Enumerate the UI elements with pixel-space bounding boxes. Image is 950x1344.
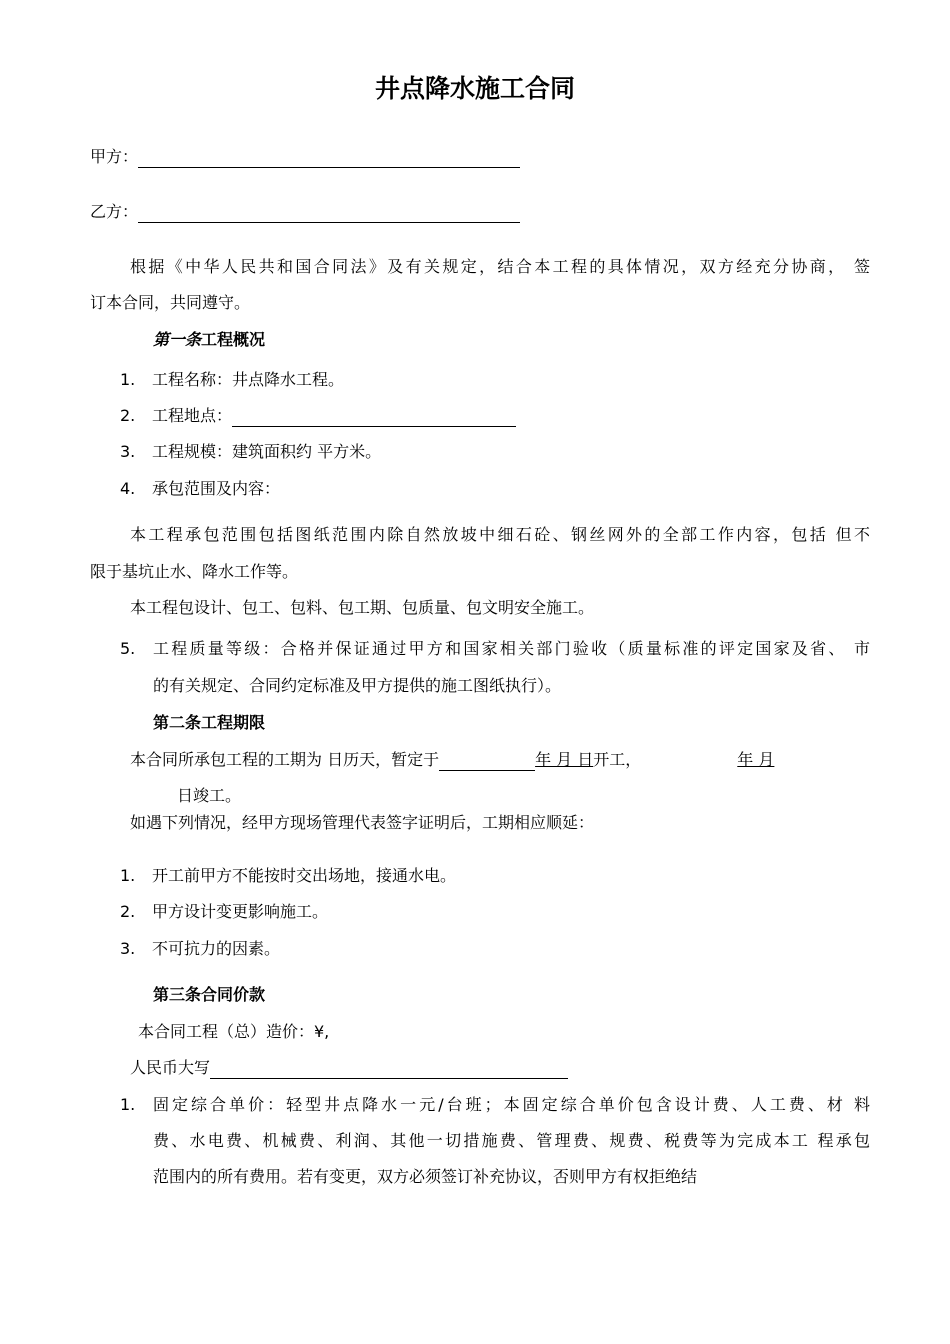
list-text: 甲方设计变更影响施工。	[152, 902, 329, 921]
article-1-item-5	[120, 638, 152, 660]
party-a-label: 甲方：	[90, 147, 139, 166]
list-text: 开工前甲方不能按时交出场地，接通水电。	[152, 866, 457, 885]
list-text: 承包范围及内容：	[152, 479, 281, 498]
list-number: 1.	[120, 1095, 136, 1114]
quality-line-2: 的有关规定、合同约定标准及甲方提供的施工图纸执行）。	[153, 676, 562, 695]
preamble-line-2: 订本合同，共同遵守。	[90, 293, 251, 312]
article-2-item-2	[120, 901, 328, 923]
list-number: 2.	[120, 902, 136, 921]
preamble-line-1: 根据《中华人民共和国合同法》及有关规定，结合本工程的具体情况，双方经充分协商， 签	[130, 257, 870, 276]
article-1-item-3	[120, 441, 381, 463]
article-2-item-3	[120, 938, 280, 960]
party-b-label: 乙方：	[90, 202, 139, 221]
scope-line-2: 限于基坑止水、降水工作等。	[90, 562, 299, 581]
start-year-blank	[439, 752, 535, 771]
rmb-amount-blank	[210, 1060, 568, 1079]
scope-line-1: 本工程承包范围包括图纸范围内除自然放坡中细石砼、钢丝网外的全部工作内容，包括 但不	[130, 525, 870, 544]
list-number: 3.	[120, 939, 136, 958]
article-1-item-1	[120, 369, 344, 391]
unit-price-line-3: 范围内的所有费用。若有变更，双方必须签订补充协议，否则甲方有权拒绝结	[153, 1167, 698, 1186]
total-price-line: 本合同工程（总）造价：¥,	[138, 1022, 330, 1041]
project-location-blank	[232, 408, 516, 427]
list-number: 4.	[120, 479, 136, 498]
quality-line-1: 工程质量等级：合格并保证通过甲方和国家相关部门验收（质量标准的评定国家及省、 市	[153, 639, 870, 658]
list-number: 1.	[120, 866, 136, 885]
list-text: 工程地点：	[152, 406, 233, 425]
article-1-number: 第一条	[153, 330, 202, 349]
article-3-item-1	[120, 1094, 152, 1116]
party-a-blank	[138, 149, 520, 168]
unit-price-line-2: 费、水电费、机械费、利润、其他一切措施费、管理费、规费、税费等为完成本工 程承包	[153, 1131, 870, 1150]
unit-price-line-1: 固定综合单价：轻型井点降水一元/台班；本固定综合单价包含设计费、人工费、材 料	[153, 1095, 870, 1114]
period-prefix: 本合同所承包工程的工期为 日历天，暂定于	[130, 750, 440, 769]
article-1-title: 工程概况	[201, 330, 266, 349]
rmb-label: 人民币大写	[130, 1058, 211, 1077]
contract-mode-line: 本工程包设计、包工、包料、包工期、包质量、包文明安全施工。	[130, 598, 595, 617]
completion-line: 日竣工。	[177, 786, 242, 805]
end-date-fields: 年 月	[737, 750, 775, 769]
article-2-heading: 第二条工程期限	[153, 713, 266, 732]
article-1-item-4	[120, 478, 280, 500]
document-title: 井点降水施工合同	[374, 74, 575, 103]
start-date-fields: 年 月 日	[535, 750, 594, 769]
list-number: 1.	[120, 370, 136, 389]
rmb-amount-line	[130, 1057, 568, 1079]
list-text: 工程名称：井点降水工程。	[152, 370, 345, 389]
list-number: 3.	[120, 442, 136, 461]
article-1-item-2	[120, 405, 516, 427]
list-number: 2.	[120, 406, 136, 425]
delay-intro: 如遇下列情况，经甲方现场管理代表签字证明后，工期相应顺延：	[130, 813, 595, 832]
article-2-item-1	[120, 865, 456, 887]
list-number: 5.	[120, 639, 136, 658]
article-1-heading	[153, 329, 265, 351]
list-text: 工程规模：建筑面积约 平方米。	[152, 442, 382, 461]
list-text: 不可抗力的因素。	[152, 939, 281, 958]
article-3-heading: 第三条合同价款	[153, 985, 266, 1004]
party-a-line	[90, 146, 520, 168]
start-suffix: 开工，	[593, 750, 642, 769]
party-b-blank	[138, 204, 520, 223]
party-b-line	[90, 201, 520, 223]
construction-period-line	[130, 749, 774, 771]
